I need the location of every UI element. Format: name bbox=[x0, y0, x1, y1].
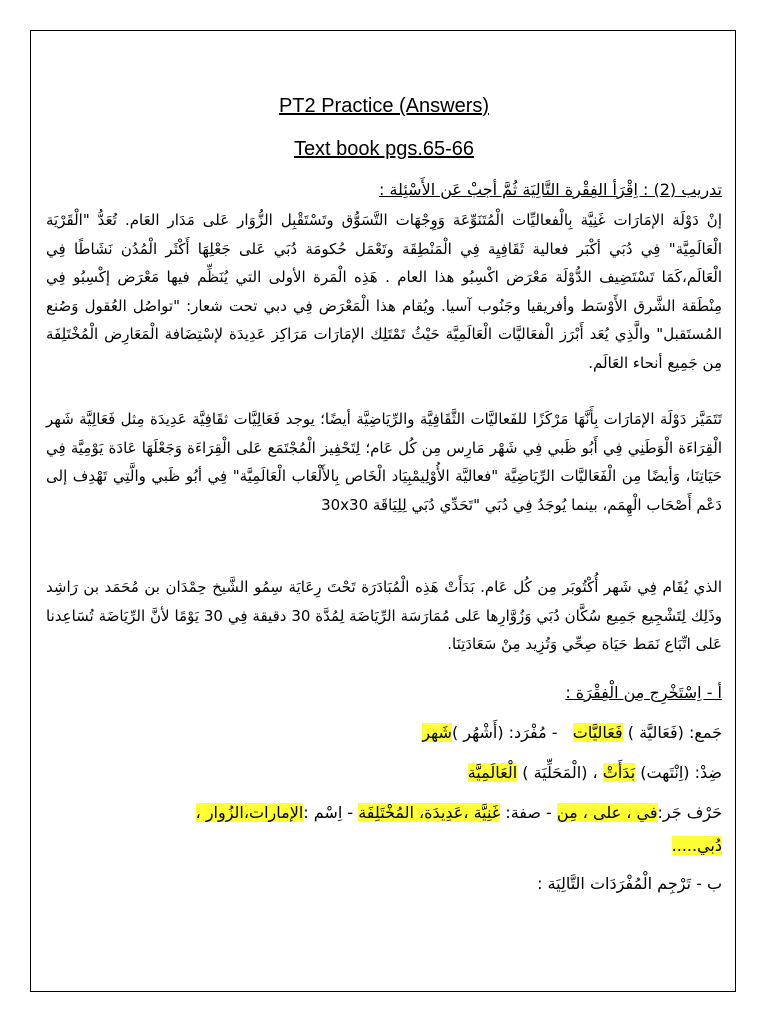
antonym-label: ضِدْ: (اِنْتَهت) bbox=[640, 763, 722, 782]
answer-antonyms bbox=[468, 763, 722, 782]
question-a-label: أ - اِسْتَخْرِج مِن الْفِقْرَة : bbox=[565, 683, 722, 702]
passage-paragraph-1: إنْ دَوْلَة الإمَارَات غَنِيَّة بِالْفعاليِّات الْمُتَنَوِّعَة وَوِجْهَات التَّسَوُّق وتَسْتَقْبِل الزُّوَار عَلى مَدَار العَام. تُعَدُّ "الْقَرْيَة الْعَالَمِيَّة" فِي دُبَي أكْبَر فعالية ثَقَافِيِة فِي الْمَنْطِقَة وتَعْمَل حُكومَة دُبَي عَلى جَعْلِهَا أَكْثَر الْمُدُن نَشَاطًا فِي الْعَالَم،كَمَا تَسْتَضِيف الدُّوْلَة مَعْرَض اكْسِبُو هذا العام . هَذِه الْمَرة الأولى التي يُنَظِّم فيها مَعْرَض إكْسِبُو فِي مِنْطَقة الشَّرق الأَوْسَط وأفريقيا وجَنُوب آسيا. ويُقام هذا الْمَعْرَض فِي دبي تحت شعار: "تواصُل العُقول وَصُنع المُستَقبل" والَّذِي يُعَد أَبْرَز الْفعَاليَّات الْعَالَمِيَّة حَيْثُ تَمْتَلِك الإمَارَات مَرَاكِز عَدِيدَة لإسْتِضَافة الْمَعَارِض الْمُخْتَلِفَة مِن جَمِيع أنحاء العَالَم. bbox=[46, 211, 722, 372]
question-b-label: ب - تَرْجِم الْمُفْرَدَات التَّالِيَة : bbox=[537, 874, 722, 893]
document-title: PT2 Practice (Answers) bbox=[278, 95, 490, 117]
singular-answer: شَهر bbox=[422, 723, 452, 742]
plural-label: جَمع: (فَعَاليَّة ) bbox=[627, 723, 722, 742]
plural-answer: فَعَاليَّات bbox=[572, 723, 623, 742]
singular-label: - مُفْرَد: (أَشْهُر ) bbox=[451, 723, 558, 742]
adjective-label: - صفة: bbox=[505, 803, 552, 822]
document-subtitle: Text book pgs.65-66 bbox=[293, 138, 475, 160]
antonym-answer-2: الْعَالَمِيَّة bbox=[467, 763, 518, 782]
noun-answer: الإمارات،الزُوار ، bbox=[195, 803, 304, 822]
noun-answer-continued: دُبي..... bbox=[671, 836, 722, 855]
particle-label: حَرْف جَر: bbox=[657, 803, 722, 822]
antonym-answer-1: بَدَأَتْ bbox=[602, 763, 636, 782]
exercise-instruction: تدريب (2) : اِقْرَأ الفِقْرة التَّالِيَة ثُمَّ أجبْ عَن الأَسْئِلة : bbox=[378, 180, 722, 199]
antonym-mid: ، (الْمَحَلِّيَة ) bbox=[522, 763, 598, 782]
answer-plural-singular bbox=[422, 723, 722, 742]
adjective-answer: غَنِيَّة ،عَدِيدَة، المُخْتَلِفَة bbox=[358, 803, 501, 822]
passage-paragraph-2: تَتَمَيَّز دَوْلَة الإمَارَات بِأَنَّهَا مَرْكَزًا للفَعاليَّات الثَّقَافِيَّة والرِّيَاضِيَّة أيضًا؛ يوجد فَعَالِيَّات ثقَافِيَّة عَدِيدَة مِثل فَعَالِيَّة شَهر الْقِرَاءَة الْوَطَنِي فِي أَبُو ظَبي فِي شَهْر مَارِس مِن كُل عَام؛ لِتَحْفِيز الْمُجْتَمَع عَلى الْقِرَاءَة وَجَعْلَهَا عَادَة يَوْمِيَّة فِي حَيَاتِنَا، وَأيضًا مِن الْفَعَاليَّات الرِّيَاضِيَّة "فعاليَّة الأُوْلِيمْبِيَاد الْخَاص بِالأَلْعَاب الْعَالَمِيَّة" فِي أبُو ظَبي والَّتِي تَهْدِف إلى دَعْم أَصْحَاب الْهِمَم، بينما يُوجَدُ فِي دُبَي "تَحَدِّي دُبَي لِلِيَاقَة 30x30 bbox=[46, 410, 722, 514]
noun-label: - اِسْم : bbox=[303, 803, 354, 822]
answer-particles-adjectives-nouns bbox=[196, 803, 722, 822]
answer-nouns-continued bbox=[672, 836, 722, 855]
passage-paragraph-3: الذي يُقَام فِي شَهر أُكْتُوبَر مِن كُل عَام. بَدَأَتْ هَذِه الْمُبَادَرَة تَحْتَ رِعَايَة سِمُو الشَّيخ حِمْدَان بن مُحَمَد بن رَاشِد وذَلِك لِتَشْجِيع جَمِيع سُكَّان دُبَي وَزُوَّارِها عَلى مُمَارَسَة الرِّيَاضَة لِمُدَّة 30 دقيقة فِي 30 يَوْمًا لأنَّ الرِّيَاضَة تُسَاعِدنا عَلى اتِّبَاع نَمَط حَيَاة صِحِّي وَتُزِيد مِنْ سَعَادَتِنَا. bbox=[46, 578, 723, 653]
particle-answer: في ، على ، مِن bbox=[556, 803, 658, 822]
